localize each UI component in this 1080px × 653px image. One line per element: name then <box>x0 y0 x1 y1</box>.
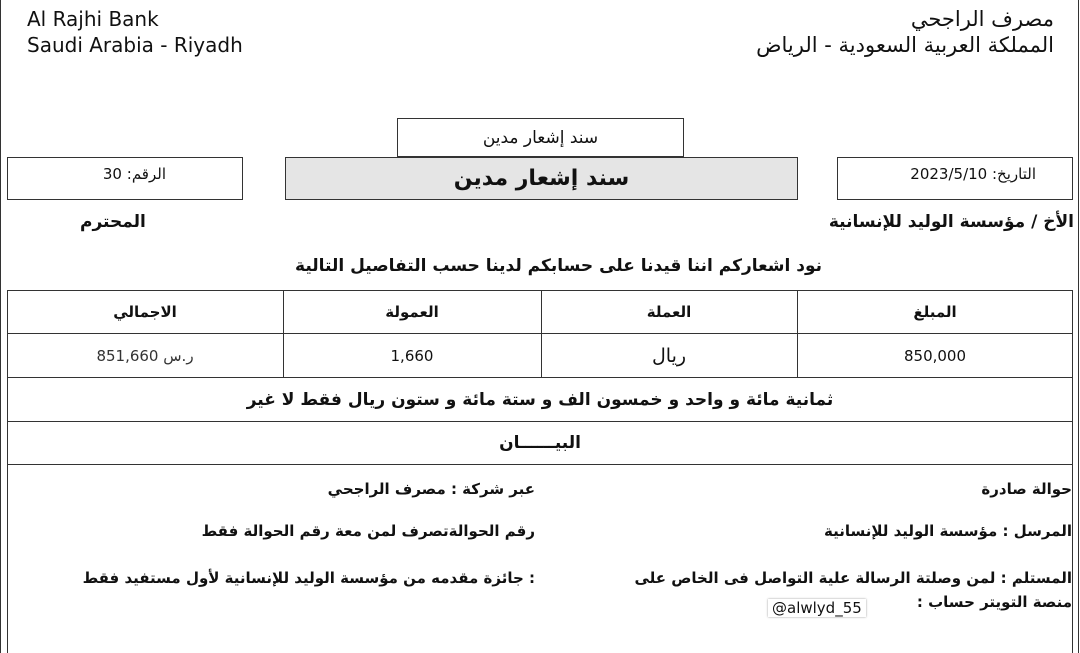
prize-note: : جائزة مقدمه من مؤسسة الوليد للإنسانية لأول مستفيد فقط <box>82 569 535 587</box>
disposal-note: رقم الحوالةتصرف لمن معة رقم الحوالة فقط <box>201 522 535 540</box>
page-border-right <box>1078 0 1079 653</box>
number-value: 30 <box>102 165 122 183</box>
twitter-handle[interactable]: @alwlyd_55 <box>768 599 866 617</box>
value-commission: 1,660 <box>390 346 434 365</box>
date-label: التاريخ: <box>992 165 1036 183</box>
bank-name-en: Al Rajhi Bank <box>27 7 159 31</box>
value-currency: ريال <box>651 344 687 367</box>
location-ar: المملكة العربية السعودية - الرياض <box>756 33 1054 57</box>
recipient-name: مؤسسة الوليد للإنسانية <box>828 212 1026 232</box>
value-total: 851,660 ر.س <box>96 346 194 365</box>
recipient-prefix: الأخ / <box>1031 212 1074 232</box>
intro-text: نود اشعاركم اننا قيدنا على حسابكم لدينا حسب التفاصيل التالية <box>295 256 822 276</box>
recipient-honorific: المحترم <box>80 212 146 232</box>
title-main: سند إشعار مدين <box>285 157 798 200</box>
number-box <box>7 157 243 200</box>
value-amount: 850,000 <box>903 346 967 365</box>
page-border-left <box>0 0 1 653</box>
amount-in-words: ثمانية مائة و واحد و خمسون الف و ستة مائة و ستون ريال فقط لا غير <box>246 389 834 410</box>
receiver-line-2: منصة التويتر حساب : <box>916 593 1072 611</box>
sender-line: المرسل : مؤسسة الوليد للإنسانية <box>824 522 1072 540</box>
header-commission: العمولة <box>385 303 439 321</box>
header-total: الاجمالي <box>113 303 177 321</box>
title-small: سند إشعار مدين <box>397 118 684 157</box>
statement-label: البيــــــان <box>499 433 581 453</box>
location-en: Saudi Arabia - Riyadh <box>27 33 243 57</box>
recipient-line <box>829 212 1074 232</box>
receiver-line-1: المستلم : لمن وصلتة الرسالة علية التواصل فى الخاص على <box>634 569 1072 587</box>
transfer-type: حوالة صادرة <box>981 480 1072 498</box>
transfer-via: عبر شركة : مصرف الراجحي <box>327 480 535 498</box>
date-box <box>837 157 1073 200</box>
header-amount: المبلغ <box>913 303 957 321</box>
header-currency: العملة <box>646 303 692 321</box>
table-row-divider-4 <box>7 464 1073 465</box>
date-value: 2023/5/10 <box>910 165 988 183</box>
bank-name-ar: مصرف الراجحي <box>910 7 1054 31</box>
number-label: الرقم: <box>126 165 166 183</box>
